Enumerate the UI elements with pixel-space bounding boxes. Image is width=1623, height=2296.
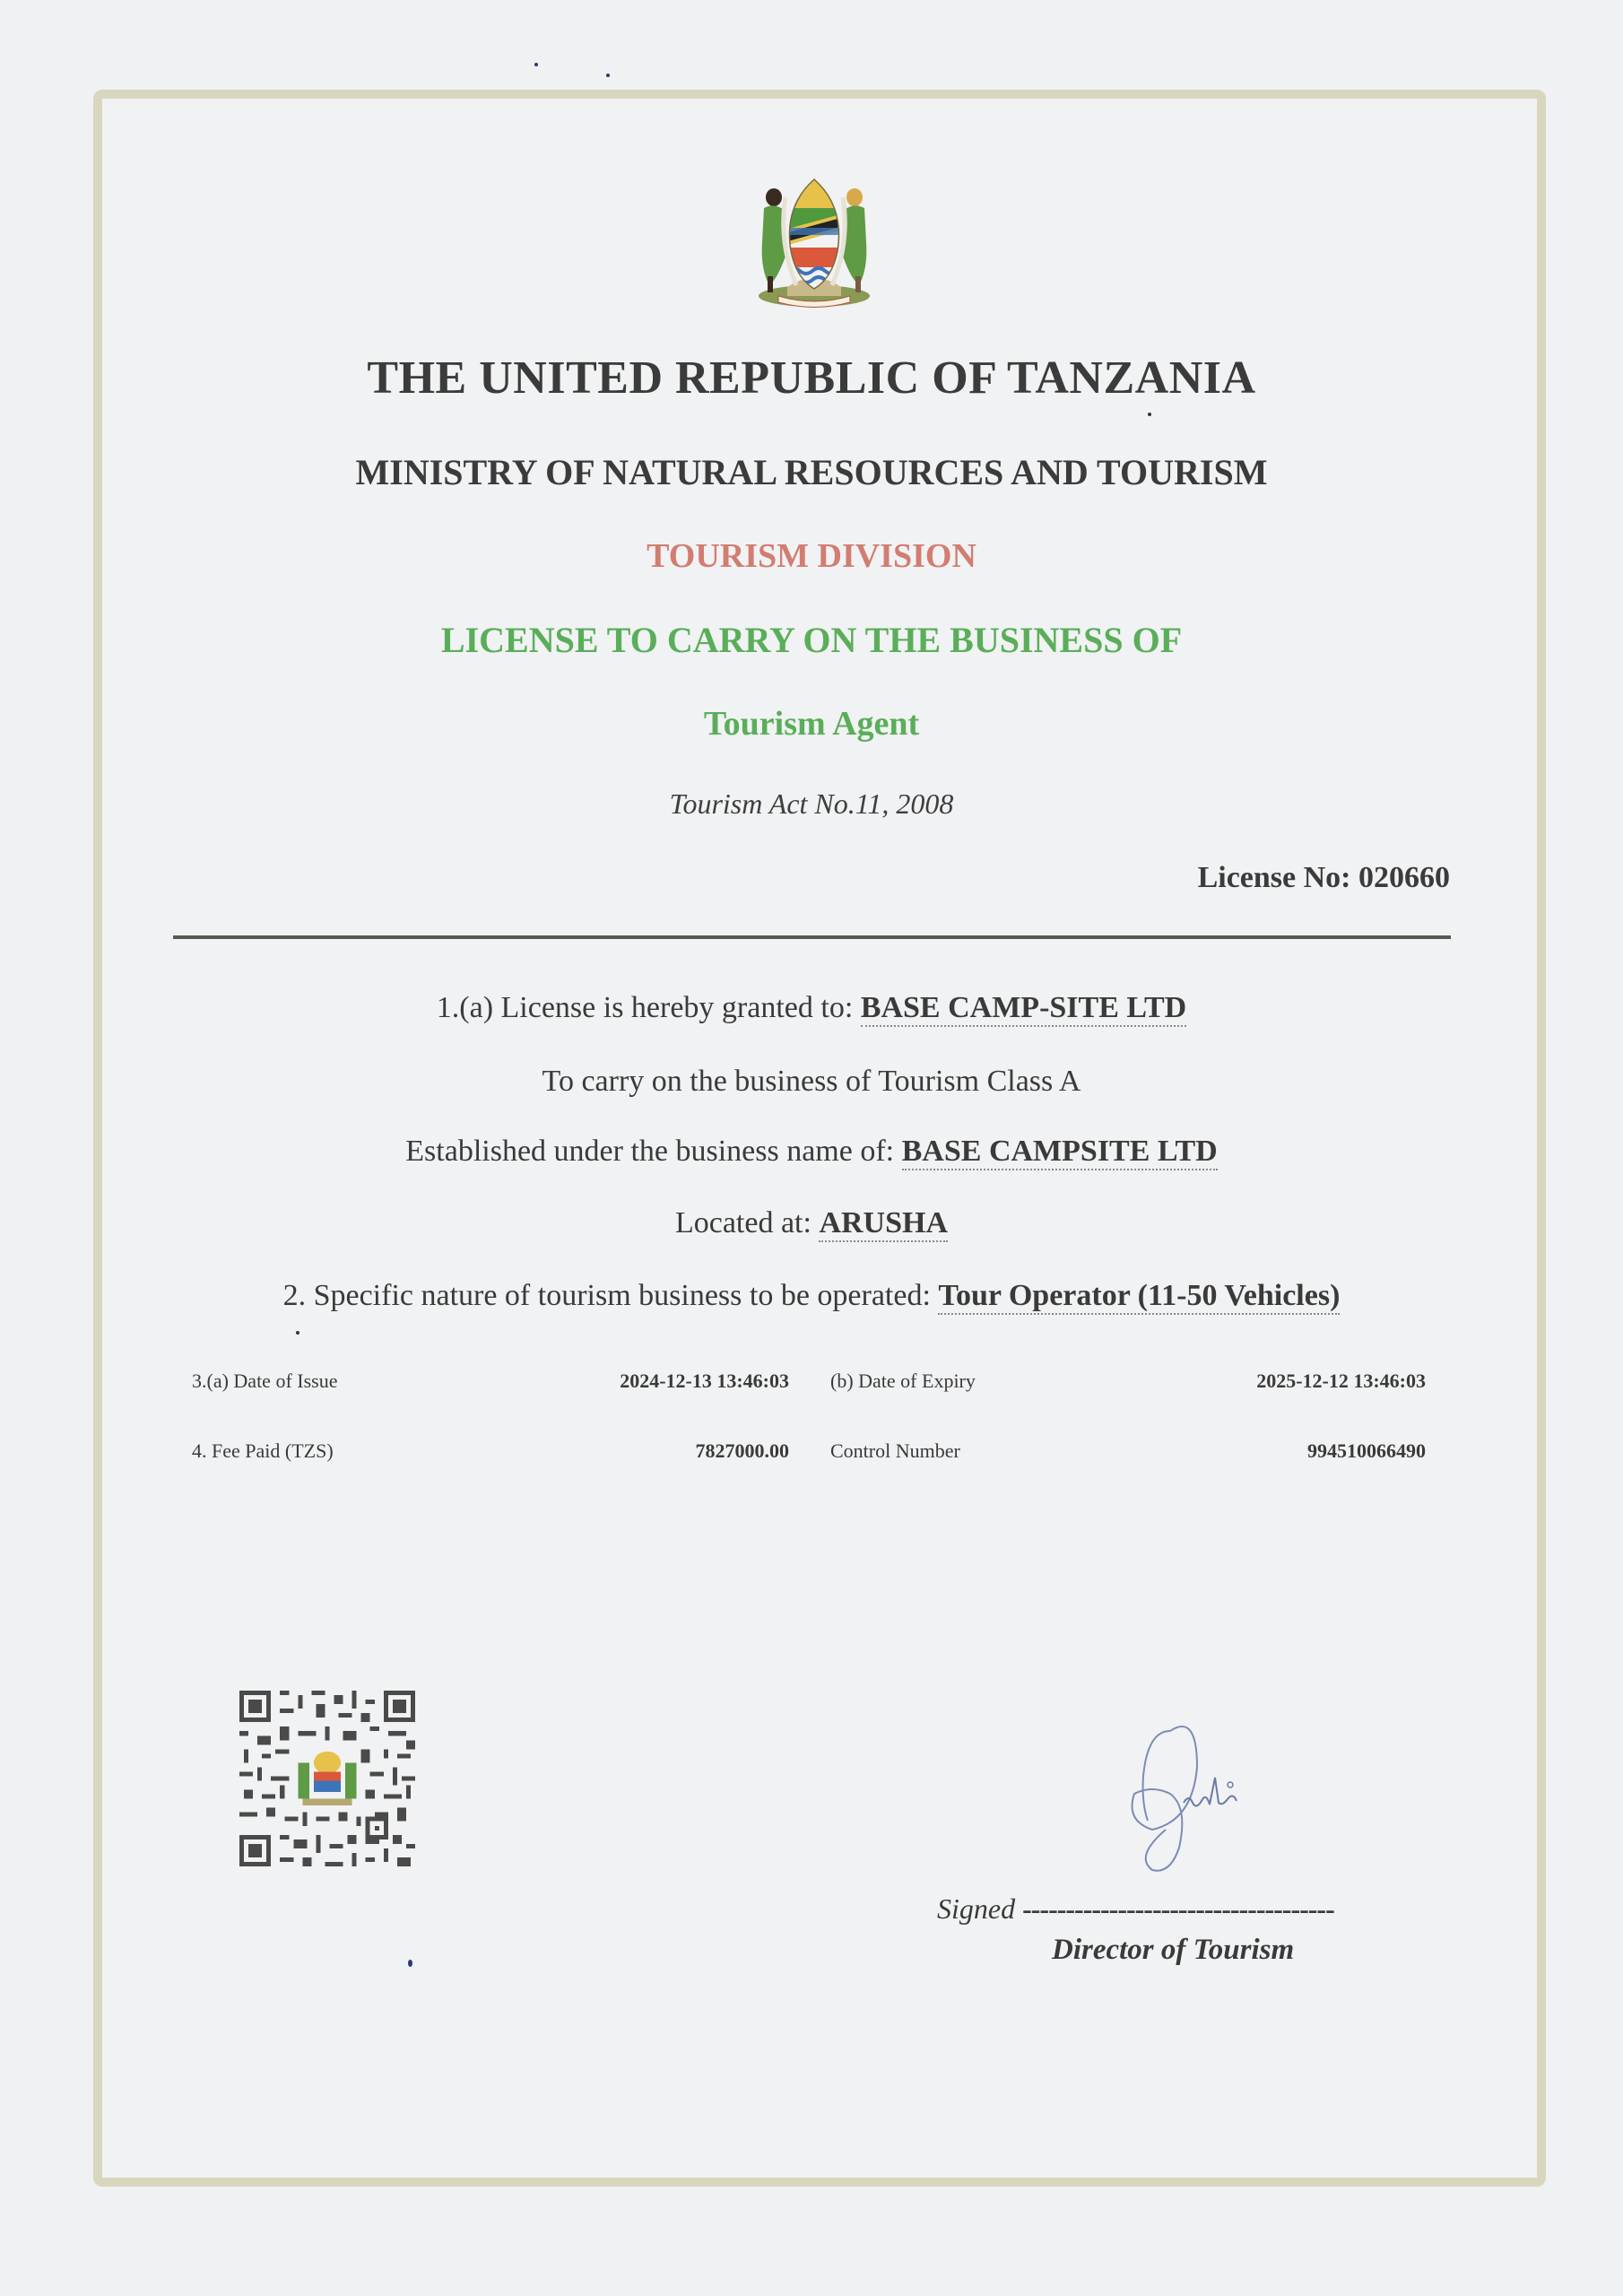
scan-speck <box>1148 413 1151 416</box>
license-number-value: 020660 <box>1358 861 1450 894</box>
division-title: TOURISM DIVISION <box>647 537 976 575</box>
qr-code-icon <box>235 1686 420 1871</box>
license-number-label: License No: <box>1197 861 1351 894</box>
signature-icon <box>1098 1695 1278 1883</box>
issue-date-value: 2024-12-13 13:46:03 <box>620 1370 789 1392</box>
granted-to-value: BASE CAMP-SITE LTD <box>861 991 1186 1027</box>
granted-prefix: 1.(a) License is hereby granted to: <box>436 991 854 1024</box>
business-nature-line <box>0 1279 1623 1313</box>
fee-value: 7827000.00 <box>695 1439 789 1462</box>
location-line <box>0 1206 1623 1240</box>
signed-line <box>937 1892 1334 1926</box>
expiry-date-value: 2025-12-12 13:46:03 <box>1256 1370 1426 1392</box>
scan-speck <box>606 74 610 77</box>
business-name-line <box>0 1135 1623 1169</box>
scan-speck <box>408 1960 412 1967</box>
business-name-prefix: Established under the business name of: <box>405 1135 895 1168</box>
scan-speck <box>296 1331 299 1335</box>
nature-prefix: 2. Specific nature of tourism business to be operated: <box>282 1279 931 1312</box>
expiry-date-label: (b) Date of Expiry <box>830 1370 976 1392</box>
nature-value: Tour Operator (11-50 Vehicles) <box>938 1279 1340 1315</box>
signature-line: ------------------------------------ <box>1022 1892 1334 1925</box>
issue-date-label: 3.(a) Date of Issue <box>192 1370 338 1392</box>
granted-line <box>0 991 1623 1025</box>
fee-label: 4. Fee Paid (TZS) <box>192 1439 334 1462</box>
license-number <box>1198 861 1450 895</box>
country-title: THE UNITED REPUBLIC OF TANZANIA <box>367 352 1256 404</box>
control-number-value: 994510066490 <box>1307 1439 1426 1462</box>
divider <box>173 935 1451 939</box>
business-class-line: To carry on the business of Tourism Class A <box>542 1065 1081 1098</box>
control-number-label: Control Number <box>830 1439 960 1462</box>
location-prefix: Located at: <box>674 1206 812 1239</box>
scan-speck <box>534 63 538 66</box>
signed-label: Signed <box>937 1892 1016 1925</box>
license-heading: LICENSE TO CARRY ON THE BUSINESS OF <box>440 620 1183 660</box>
act-reference: Tourism Act No.11, 2008 <box>669 787 954 820</box>
ministry-title: MINISTRY OF NATURAL RESOURCES AND TOURISM <box>355 452 1268 492</box>
license-type: Tourism Agent <box>703 705 920 743</box>
coat-of-arms-icon <box>751 170 877 309</box>
business-name-value: BASE CAMPSITE LTD <box>902 1135 1218 1170</box>
signatory-title: Director of Tourism <box>1052 1934 1295 1966</box>
location-value: ARUSHA <box>819 1206 948 1242</box>
